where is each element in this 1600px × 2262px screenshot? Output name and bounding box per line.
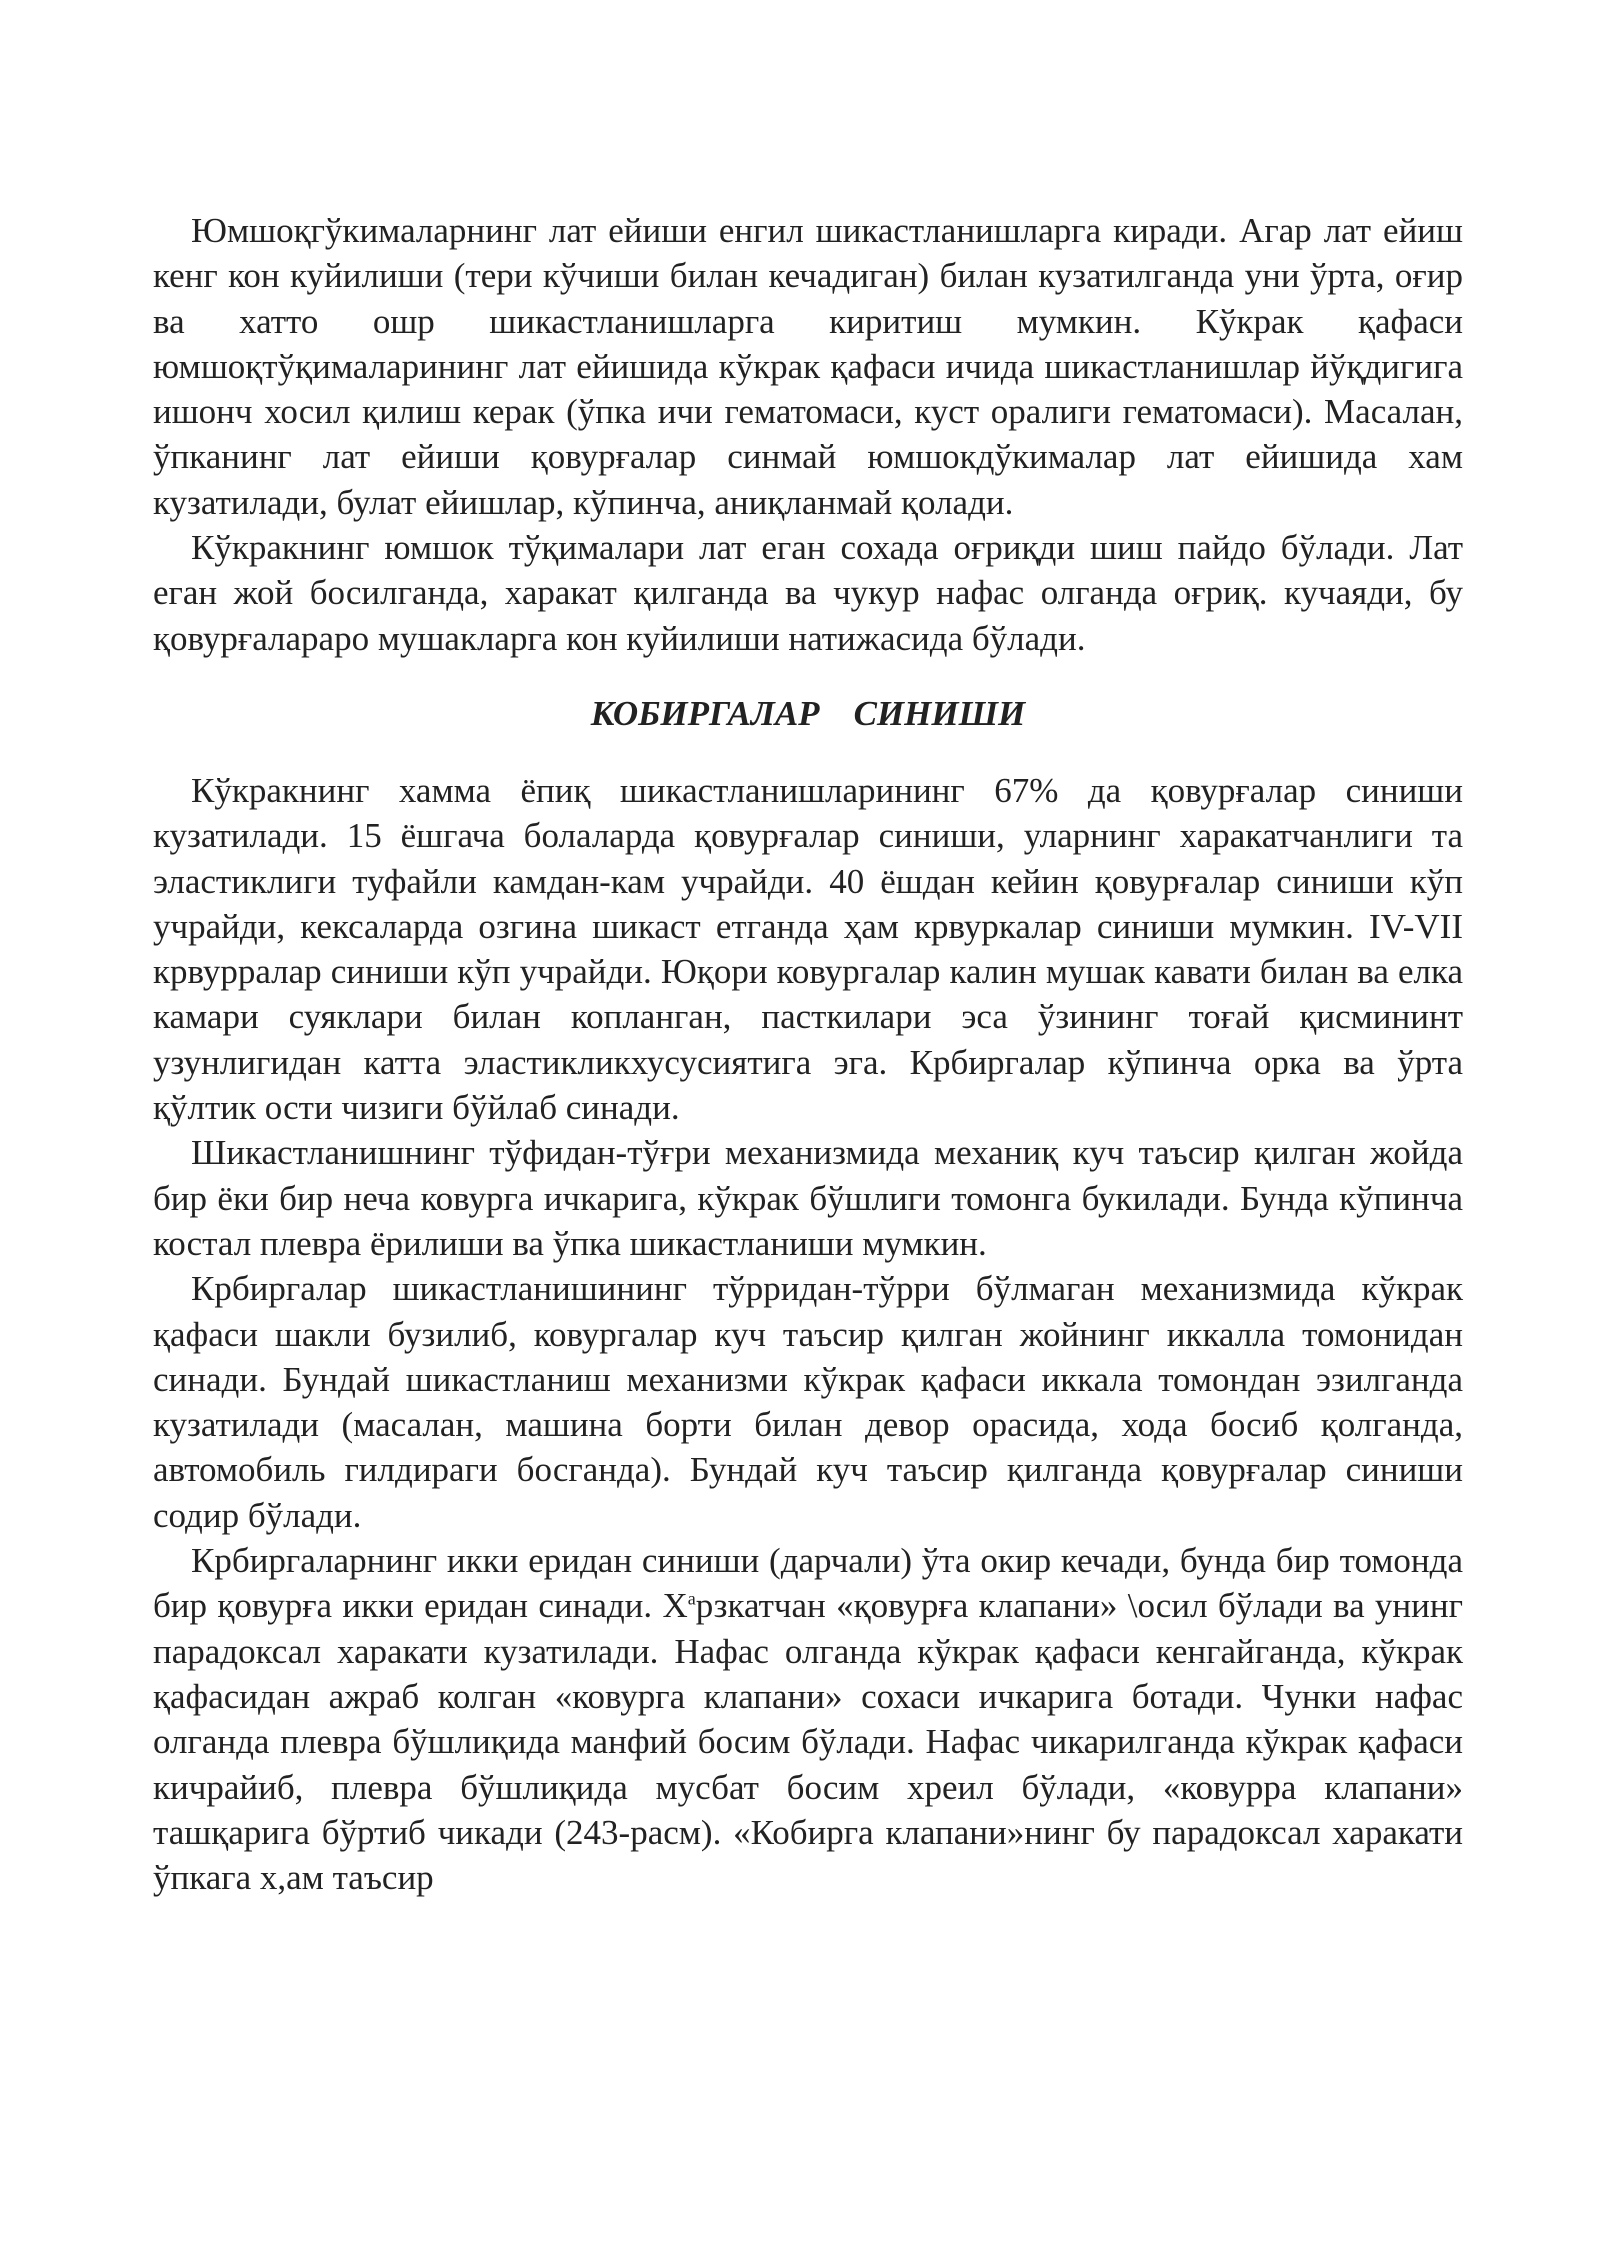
document-page (153, 208, 1463, 1900)
paragraph-indirect-mechanism: Крбиргалар шикастланишининг тўрридан-тўрри бўлмаган механизмида кўкрак қафаси шакли бузилиб, ковургалар куч таъсир қилган жойнинг иккалла томонидан синади. Бундай шикастланиш механизми кўкрак қафаси иккала томондан эзилганда кузатилади (масалан, машина борти билан девор орасида, хода босиб қолганда, автомобиль гилдираги босганда). Бундай куч таъсир қилганда қовурғалар синиши содир бўлади. (153, 1269, 1463, 1535)
paragraph-flail-chest (153, 1538, 1463, 1900)
paragraph-direct-mechanism: Шикастланишнинг тўфидан-тўғри механизмида механиқ куч таъсир қилган жойда бир ёки бир неча ковурга ичкарига, кўкрак бўшлиги томонга букилади. Бунда кўпинча костал плевра ёрилиши ва ўпка шикастланиши мумкин. (153, 1133, 1463, 1263)
paragraph-soft-tissue-symptoms: Кўкракнинг юмшок тўқималари лат еган сохада оғриқди шиш пайдо бўлади. Лат еган жой босилганда, харакат қилганда ва чукур нафас олганда оғриқ. кучаяди, бу қовурғалараро мушакларга кон куйилиши натижасида бўлади. (153, 528, 1463, 658)
heading-word-2: СИНИШИ (853, 693, 1026, 733)
flail-text-part-1: Крбиргаларнинг икки еридан синиши (дарчали) ўта окир кечади, бунда бир томонда бир қовурға икки еридан синади. Х (153, 1541, 1463, 1626)
section-heading (153, 691, 1463, 736)
heading-word-1: КОБИРГАЛАР (590, 693, 820, 733)
flail-text-part-2: рзкатчан «қовурға клапани» \осил бўлади ва унинг парадоксал харакати кузатилади. Нафас олганда кўкрак қафаси кенгайганда, кўкрак қафасидан ажраб колган «ковурга клапани» сохаси ичкарига ботади. Чунки нафас олганда плевра бўшлиқида манфий босим бўлади. Нафас чикарилганда кўкрак қафаси кичрайиб, плевра бўшлиқида мусбат босим хреил бўлади, «ковурра клапани» ташқарига бўртиб чикади (243-расм). «Кобирга клапани»нинг бу парадоксал харакати ўпкага х,ам таъсир (153, 1586, 1463, 1898)
paragraph-rib-fracture-frequency: Кўкракнинг хамма ёпиқ шикастланишларининг 67% да қовурғалар синиши кузатилади. 15 ёшгача болаларда қовурғалар синиши, уларнинг харакатчанлиги та эластиклиги туфайли камдан-кам учрайди. 40 ёшдан кейин қовурғалар синиши кўп учрайди, кексаларда озгина шикаст етганда ҳам крвуркалар синиши мумкин. IV-VII крвурралар синиши кўп учрайди. Юқори ковургалар калин мушак кавати билан ва елка камари суяклари билан копланган, пасткилари эса ўзининг тоғай қисмининт узунлигидан катта эластикликхусусиятига эга. Крбиргалар кўпинча орка ва ўрта қўлтик ости чизиги бўйлаб синади. (153, 770, 1463, 1128)
superscript-letter: а (687, 1588, 696, 1609)
paragraph-soft-tissue-contusion: Юмшоқгўкималарнинг лат ейиши енгил шикастланишларга киради. Агар лат ейиш кенг кон куйилиши (тери кўчиши билан кечадиган) билан кузатилганда уни ўрта, оғир ва хатто ошр шикастланишларга киритиш мумкин. Кўкрак қафаси юмшоқтўқималарининг лат ейишида кўкрак қафаси ичида шикастланишлар йўқдигига ишонч хосил қилиш керак (ўпка ичи гематомаси, куст оралиги гематомаси). Масалан, ўпканинг лат ейиши қовурғалар синмай юмшокдўкималар лат ейишида хам кузатилади, булат ейишлар, кўпинча, аниқланмай қолади. (153, 211, 1463, 522)
